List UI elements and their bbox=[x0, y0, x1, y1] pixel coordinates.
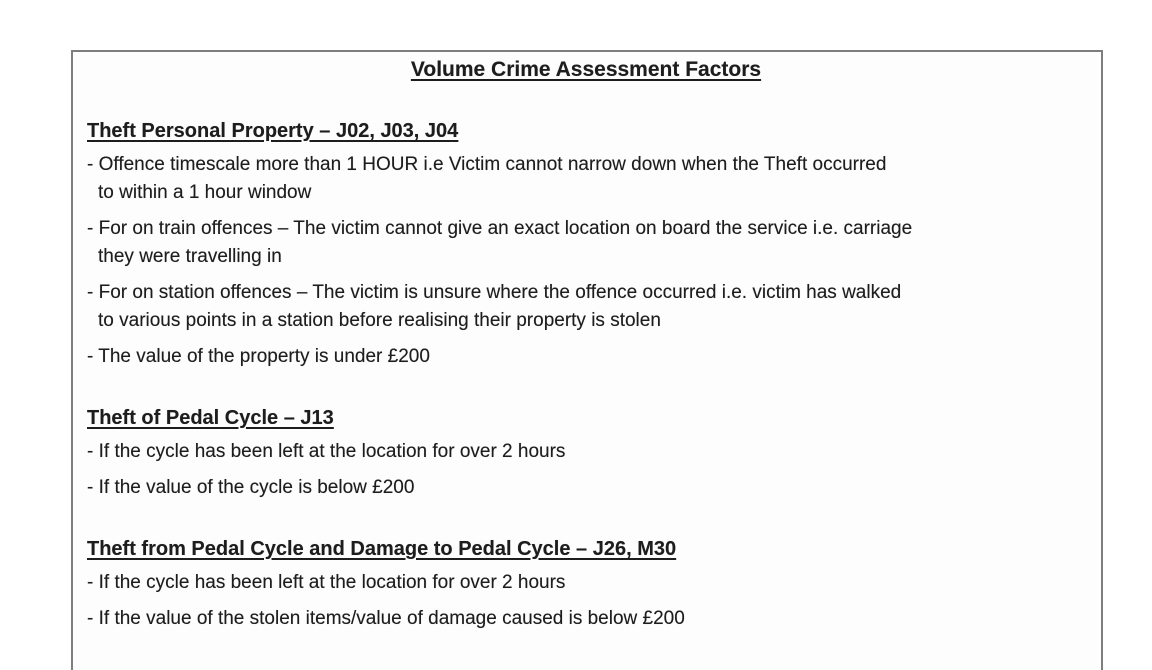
bullet-item: - For on station offences – The victim is unsure where the offence occurred i.e. victim has walked to various points in a station before realising their property is stolen bbox=[87, 282, 902, 331]
section-heading: Theft from Pedal Cycle and Damage to Pedal Cycle – J26, M30 bbox=[87, 538, 677, 560]
assessment-box bbox=[71, 50, 1103, 670]
bullet-item: - If the cycle has been left at the location for over 2 hours bbox=[87, 441, 566, 462]
section-heading: Theft Personal Property – J02, J03, J04 bbox=[87, 120, 459, 142]
bullet-item: - If the value of the cycle is below £200 bbox=[87, 477, 415, 498]
bullet-item: - For on train offences – The victim cannot give an exact location on board the service i.e. carriage they were travelling in bbox=[87, 218, 913, 267]
document-title: Volume Crime Assessment Factors bbox=[410, 58, 762, 81]
bullet-item: - If the value of the stolen items/value of damage caused is below £200 bbox=[87, 608, 685, 629]
section-heading: Theft of Pedal Cycle – J13 bbox=[87, 407, 334, 429]
section bbox=[87, 535, 1085, 633]
section bbox=[87, 117, 1085, 371]
section bbox=[87, 404, 1085, 502]
bullet-item: - If the cycle has been left at the location for over 2 hours bbox=[87, 572, 566, 593]
bullet-item: - Offence timescale more than 1 HOUR i.e Victim cannot narrow down when the Theft occurred to within a 1 hour window bbox=[87, 154, 887, 203]
sections bbox=[87, 117, 1085, 633]
bullet-item: - The value of the property is under £200 bbox=[87, 346, 430, 367]
